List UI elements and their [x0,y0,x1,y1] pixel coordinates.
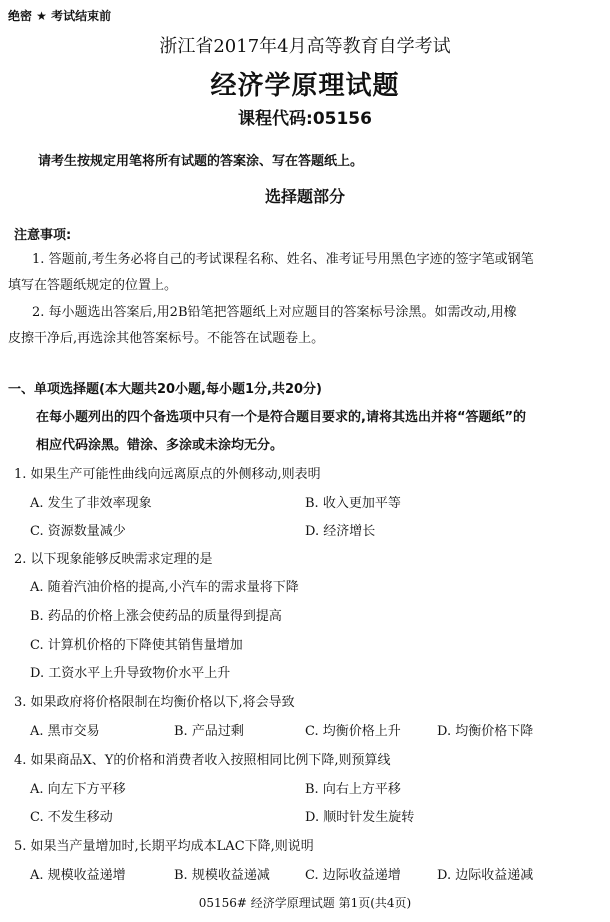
question-4-option-d: D. 顺时针发生旋转 [305,810,415,825]
notes-heading: 注意事项: [14,228,72,243]
question-4-option-b: B. 向右上方平移 [305,782,401,797]
question-3-option-c: C. 均衡价格上升 [305,724,401,739]
note-item-2-line-1: 2. 每小题选出答案后,用2B铅笔把答题纸上对应题目的答案标号涂黑。如需改动,用橡 [32,305,517,320]
paper-title: 经济学原理试题 [210,71,400,101]
question-5-option-d: D. 边际收益递减 [437,868,534,883]
confidential-label: 绝密 ★ 考试结束前 [8,9,112,23]
question-4-option-a: A. 向左下方平移 [30,782,126,797]
answer-instruction: 请考生按规定用笔将所有试题的答案涂、写在答题纸上。 [38,154,364,169]
question-3: 3. 如果政府将价格限制在均衡价格以下,将会导致 [14,695,295,710]
part-note-line-1: 在每小题列出的四个备选项中只有一个是符合题目要求的,请将其选出并将“答题纸”的 [36,410,527,425]
exam-title: 浙江省2017年4月高等教育自学考试 [159,36,451,57]
question-1-option-b: B. 收入更加平等 [305,496,401,511]
section-title: 选择题部分 [264,187,345,206]
part-heading: 一、单项选择题(本大题共20小题,每小题1分,共20分) [8,382,322,397]
question-2-option-c: C. 计算机价格的下降使其销售量增加 [30,638,243,653]
question-1-option-a: A. 发生了非效率现象 [30,496,152,511]
question-1-option-d: D. 经济增长 [305,524,376,539]
note-item-2-line-2: 皮擦干净后,再选涂其他答案标号。不能答在试题卷上。 [8,331,325,346]
question-3-option-d: D. 均衡价格下降 [437,724,534,739]
course-code: 课程代码:05156 [238,109,372,129]
question-3-option-a: A. 黑市交易 [30,724,100,739]
question-1: 1. 如果生产可能性曲线向远离原点的外侧移动,则表明 [14,467,321,482]
question-5-option-a: A. 规模收益递增 [30,868,126,883]
question-5: 5. 如果当产量增加时,长期平均成本LAC下降,则说明 [14,839,314,854]
question-5-option-b: B. 规模收益递减 [174,868,270,883]
question-2-option-d: D. 工资水平上升导致物价水平上升 [30,666,231,681]
question-4: 4. 如果商品X、Y的价格和消费者收入按照相同比例下降,则预算线 [14,753,391,768]
question-1-option-c: C. 资源数量减少 [30,524,126,539]
question-2-option-a: A. 随着汽油价格的提高,小汽车的需求量将下降 [30,580,299,595]
question-2-option-b: B. 药品的价格上涨会使药品的质量得到提高 [30,609,282,624]
note-item-1-line-2: 填写在答题纸规定的位置上。 [8,278,178,293]
question-4-option-c: C. 不发生移动 [30,810,113,825]
question-2: 2. 以下现象能够反映需求定理的是 [14,552,213,567]
question-5-option-c: C. 边际收益递增 [305,868,401,883]
question-3-option-b: B. 产品过剩 [174,724,244,739]
page-footer: 05156# 经济学原理试题 第1页(共4页) [198,896,412,910]
part-note-line-2: 相应代码涂黑。错涂、多涂或未涂均无分。 [36,438,284,453]
note-item-1-line-1: 1. 答题前,考生务必将自己的考试课程名称、姓名、准考证号用黑色字迹的签字笔或钢笔 [32,252,534,267]
